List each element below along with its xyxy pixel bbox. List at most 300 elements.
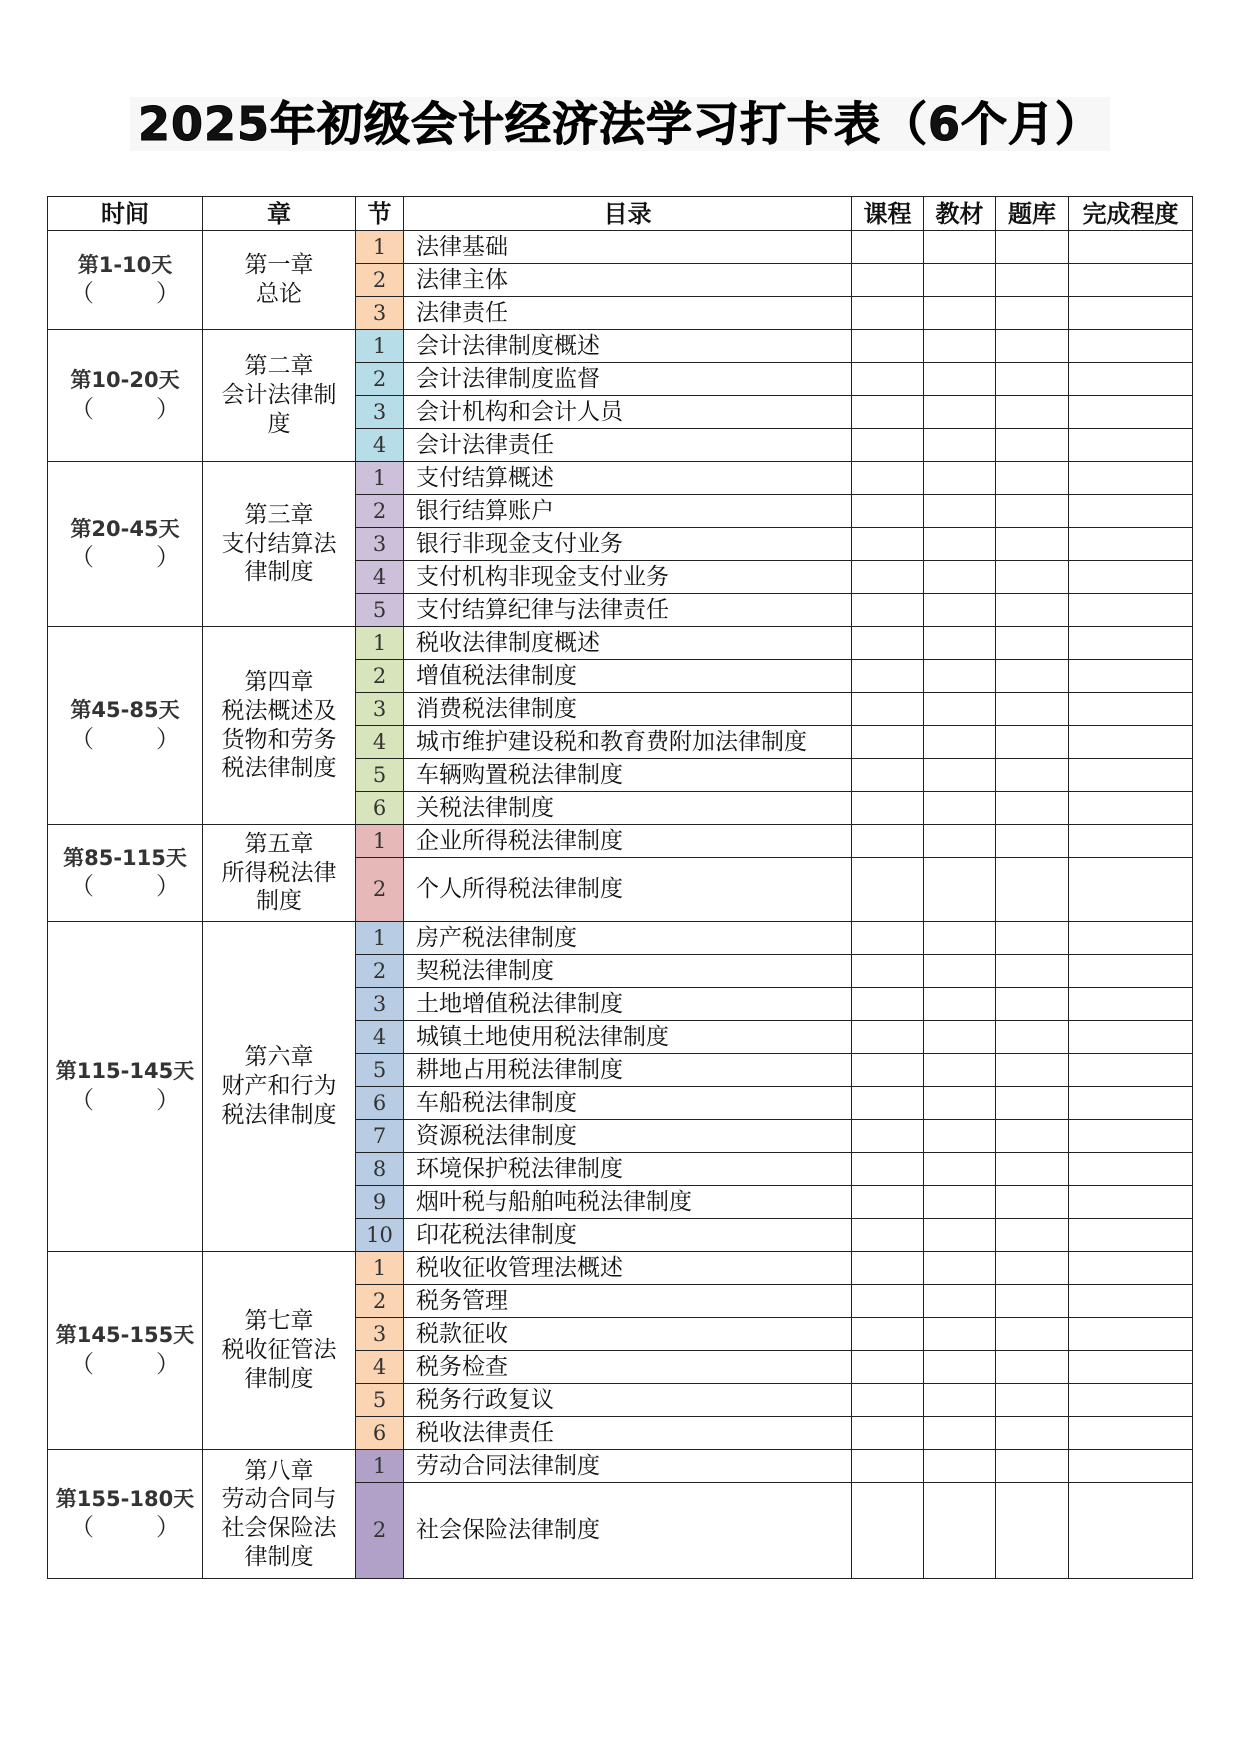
question-bank-check[interactable] <box>996 1450 1069 1483</box>
completion-check[interactable] <box>1069 1021 1193 1054</box>
section-title: 环境保护税法律制度 <box>404 1153 852 1186</box>
completion-check[interactable] <box>1069 495 1193 528</box>
paren-open: （ <box>70 279 94 308</box>
completion-check[interactable] <box>1069 1120 1193 1153</box>
completion-check[interactable] <box>1069 1318 1193 1351</box>
section-number: 6 <box>356 792 404 825</box>
question-bank-check[interactable] <box>996 1021 1069 1054</box>
question-bank-check[interactable] <box>996 495 1069 528</box>
time-range: 第20-45天 <box>70 516 180 541</box>
question-bank-check[interactable] <box>996 955 1069 988</box>
textbook-check[interactable] <box>924 922 996 955</box>
course-check[interactable] <box>852 561 924 594</box>
completion-check[interactable] <box>1069 1351 1193 1384</box>
paren-close: ） <box>156 724 180 753</box>
chapter-line: 财产和行为 <box>221 1073 337 1100</box>
section-title: 车辆购置税法律制度 <box>404 759 852 792</box>
section-title: 烟叶税与船舶吨税法律制度 <box>404 1186 852 1219</box>
section-number: 2 <box>356 955 404 988</box>
question-bank-check[interactable] <box>996 693 1069 726</box>
date-blank[interactable] <box>48 542 202 572</box>
table-row <box>48 1450 1193 1483</box>
textbook-check[interactable] <box>924 1120 996 1153</box>
section-title: 法律责任 <box>404 297 852 330</box>
time-cell <box>48 922 203 1252</box>
completion-check[interactable] <box>1069 660 1193 693</box>
textbook-check[interactable] <box>924 1219 996 1252</box>
completion-check[interactable] <box>1069 462 1193 495</box>
header-textbook: 教材 <box>924 197 996 231</box>
chapter-line: 第六章 <box>244 1044 314 1071</box>
time-cell <box>48 231 203 330</box>
question-bank-check[interactable] <box>996 1054 1069 1087</box>
chapter-line: 律制度 <box>244 1543 314 1570</box>
completion-check[interactable] <box>1069 1186 1193 1219</box>
section-number: 1 <box>356 1450 404 1483</box>
section-title: 法律基础 <box>404 231 852 264</box>
course-check[interactable] <box>852 1219 924 1252</box>
chapter-line: 税法概述及 <box>221 697 337 724</box>
completion-check[interactable] <box>1069 1384 1193 1417</box>
textbook-check[interactable] <box>924 1252 996 1285</box>
course-check[interactable] <box>852 495 924 528</box>
table-row <box>48 330 1193 363</box>
textbook-check[interactable] <box>924 594 996 627</box>
completion-check[interactable] <box>1069 1483 1193 1579</box>
section-number: 3 <box>356 693 404 726</box>
course-check[interactable] <box>852 231 924 264</box>
course-check[interactable] <box>852 330 924 363</box>
course-check[interactable] <box>852 363 924 396</box>
section-title: 资源税法律制度 <box>404 1120 852 1153</box>
course-check[interactable] <box>852 1450 924 1483</box>
section-title: 支付结算纪律与法律责任 <box>404 594 852 627</box>
date-blank[interactable] <box>48 1085 202 1115</box>
question-bank-check[interactable] <box>996 1285 1069 1318</box>
question-bank-check[interactable] <box>996 825 1069 858</box>
question-bank-check[interactable] <box>996 462 1069 495</box>
course-check[interactable] <box>852 396 924 429</box>
course-check[interactable] <box>852 1054 924 1087</box>
header-section: 节 <box>356 197 404 231</box>
chapter-cell <box>203 922 356 1252</box>
completion-check[interactable] <box>1069 726 1193 759</box>
completion-check[interactable] <box>1069 1450 1193 1483</box>
question-bank-check[interactable] <box>996 1087 1069 1120</box>
course-check[interactable] <box>852 759 924 792</box>
question-bank-check[interactable] <box>996 1417 1069 1450</box>
textbook-check[interactable] <box>924 429 996 462</box>
question-bank-check[interactable] <box>996 231 1069 264</box>
textbook-check[interactable] <box>924 955 996 988</box>
paren-open: （ <box>70 724 94 753</box>
question-bank-check[interactable] <box>996 1252 1069 1285</box>
paren-open: （ <box>70 543 94 572</box>
course-check[interactable] <box>852 726 924 759</box>
completion-check[interactable] <box>1069 429 1193 462</box>
section-title: 印花税法律制度 <box>404 1219 852 1252</box>
question-bank-check[interactable] <box>996 264 1069 297</box>
paren-open: （ <box>70 1349 94 1378</box>
course-check[interactable] <box>852 627 924 660</box>
paren-open: （ <box>70 1085 94 1114</box>
textbook-check[interactable] <box>924 627 996 660</box>
paren-close: ） <box>156 1085 180 1114</box>
completion-check[interactable] <box>1069 528 1193 561</box>
question-bank-check[interactable] <box>996 297 1069 330</box>
section-title: 税务管理 <box>404 1285 852 1318</box>
section-title: 土地增值税法律制度 <box>404 988 852 1021</box>
chapter-line: 第二章 <box>244 353 314 380</box>
chapter-line: 第一章 <box>244 252 314 279</box>
chapter-cell <box>203 231 356 330</box>
textbook-check[interactable] <box>924 495 996 528</box>
completion-check[interactable] <box>1069 594 1193 627</box>
textbook-check[interactable] <box>924 1450 996 1483</box>
completion-check[interactable] <box>1069 1417 1193 1450</box>
date-blank[interactable] <box>48 724 202 754</box>
header-chapter: 章 <box>203 197 356 231</box>
question-bank-check[interactable] <box>996 1153 1069 1186</box>
section-number: 5 <box>356 594 404 627</box>
section-number: 3 <box>356 988 404 1021</box>
textbook-check[interactable] <box>924 231 996 264</box>
chapter-line: 总论 <box>256 281 302 307</box>
section-title: 城市维护建设税和教育费附加法律制度 <box>404 726 852 759</box>
textbook-check[interactable] <box>924 396 996 429</box>
chapter-line: 第八章 <box>244 1457 314 1484</box>
section-title: 法律主体 <box>404 264 852 297</box>
chapter-cell <box>203 462 356 627</box>
completion-check[interactable] <box>1069 988 1193 1021</box>
header-row <box>48 197 1193 231</box>
paren-open: （ <box>70 872 94 901</box>
completion-check[interactable] <box>1069 627 1193 660</box>
textbook-check[interactable] <box>924 330 996 363</box>
section-title: 关税法律制度 <box>404 792 852 825</box>
section-number: 1 <box>356 922 404 955</box>
textbook-check[interactable] <box>924 858 996 922</box>
chapter-line: 制度 <box>256 888 302 915</box>
date-blank[interactable] <box>48 278 202 308</box>
textbook-check[interactable] <box>924 1483 996 1579</box>
question-bank-check[interactable] <box>996 330 1069 363</box>
completion-check[interactable] <box>1069 759 1193 792</box>
chapter-line: 社会保险法 <box>221 1515 337 1541</box>
textbook-check[interactable] <box>924 1153 996 1186</box>
section-number: 6 <box>356 1417 404 1450</box>
course-check[interactable] <box>852 1384 924 1417</box>
completion-check[interactable] <box>1069 955 1193 988</box>
question-bank-check[interactable] <box>996 1120 1069 1153</box>
header-course: 课程 <box>852 197 924 231</box>
question-bank-check[interactable] <box>996 396 1069 429</box>
section-number: 4 <box>356 1021 404 1054</box>
chapter-line: 第五章 <box>244 830 314 857</box>
question-bank-check[interactable] <box>996 594 1069 627</box>
textbook-check[interactable] <box>924 462 996 495</box>
completion-check[interactable] <box>1069 922 1193 955</box>
completion-check[interactable] <box>1069 1219 1193 1252</box>
textbook-check[interactable] <box>924 561 996 594</box>
question-bank-check[interactable] <box>996 792 1069 825</box>
paren-open: （ <box>70 394 94 423</box>
course-check[interactable] <box>852 1417 924 1450</box>
course-check[interactable] <box>852 792 924 825</box>
section-title: 耕地占用税法律制度 <box>404 1054 852 1087</box>
section-title: 银行结算账户 <box>404 495 852 528</box>
time-cell <box>48 1252 203 1450</box>
course-check[interactable] <box>852 1153 924 1186</box>
section-number: 1 <box>356 231 404 264</box>
completion-check[interactable] <box>1069 231 1193 264</box>
chapter-line: 第四章 <box>244 669 314 695</box>
chapter-cell <box>203 330 356 462</box>
question-bank-check[interactable] <box>996 922 1069 955</box>
section-number: 3 <box>356 396 404 429</box>
section-title: 契税法律制度 <box>404 955 852 988</box>
chapter-line: 货物和劳务 <box>221 726 337 753</box>
question-bank-check[interactable] <box>996 429 1069 462</box>
table-row <box>48 1252 1193 1285</box>
course-check[interactable] <box>852 462 924 495</box>
textbook-check[interactable] <box>924 693 996 726</box>
course-check[interactable] <box>852 264 924 297</box>
section-number: 9 <box>356 1186 404 1219</box>
time-cell <box>48 825 203 922</box>
completion-check[interactable] <box>1069 1054 1193 1087</box>
textbook-check[interactable] <box>924 1186 996 1219</box>
time-range: 第115-145天 <box>55 1059 195 1084</box>
course-check[interactable] <box>852 1021 924 1054</box>
textbook-check[interactable] <box>924 528 996 561</box>
textbook-check[interactable] <box>924 1021 996 1054</box>
course-check[interactable] <box>852 825 924 858</box>
section-title: 税务检查 <box>404 1351 852 1384</box>
paren-close: ） <box>156 872 180 901</box>
section-number: 5 <box>356 1384 404 1417</box>
course-check[interactable] <box>852 1318 924 1351</box>
section-title: 企业所得税法律制度 <box>404 825 852 858</box>
course-check[interactable] <box>852 858 924 922</box>
course-check[interactable] <box>852 1120 924 1153</box>
time-range: 第145-155天 <box>55 1323 195 1348</box>
textbook-check[interactable] <box>924 1054 996 1087</box>
textbook-check[interactable] <box>924 759 996 792</box>
course-check[interactable] <box>852 1252 924 1285</box>
chapter-line: 支付结算法 <box>221 530 337 557</box>
question-bank-check[interactable] <box>996 759 1069 792</box>
time-range: 第85-115天 <box>63 845 187 870</box>
section-title: 税收法律制度概述 <box>404 627 852 660</box>
course-check[interactable] <box>852 429 924 462</box>
header-question-bank: 题库 <box>996 197 1069 231</box>
question-bank-check[interactable] <box>996 627 1069 660</box>
section-number: 4 <box>356 1351 404 1384</box>
textbook-check[interactable] <box>924 988 996 1021</box>
textbook-check[interactable] <box>924 1087 996 1120</box>
completion-check[interactable] <box>1069 297 1193 330</box>
completion-check[interactable] <box>1069 363 1193 396</box>
paren-close: ） <box>156 1513 180 1542</box>
completion-check[interactable] <box>1069 396 1193 429</box>
question-bank-check[interactable] <box>996 1384 1069 1417</box>
course-check[interactable] <box>852 693 924 726</box>
header-completion: 完成程度 <box>1069 197 1193 231</box>
section-number: 1 <box>356 627 404 660</box>
question-bank-check[interactable] <box>996 363 1069 396</box>
textbook-check[interactable] <box>924 1285 996 1318</box>
table-row <box>48 231 1193 264</box>
textbook-check[interactable] <box>924 1318 996 1351</box>
chapter-line: 会计法律制 <box>221 382 337 409</box>
section-number: 2 <box>356 363 404 396</box>
question-bank-check[interactable] <box>996 1219 1069 1252</box>
section-title: 支付机构非现金支付业务 <box>404 561 852 594</box>
completion-check[interactable] <box>1069 825 1193 858</box>
section-title: 银行非现金支付业务 <box>404 528 852 561</box>
section-title: 会计法律制度概述 <box>404 330 852 363</box>
section-number: 2 <box>356 660 404 693</box>
section-number: 6 <box>356 1087 404 1120</box>
question-bank-check[interactable] <box>996 561 1069 594</box>
table-row <box>48 825 1193 858</box>
time-cell <box>48 330 203 462</box>
completion-check[interactable] <box>1069 693 1193 726</box>
question-bank-check[interactable] <box>996 1351 1069 1384</box>
time-range: 第45-85天 <box>70 698 180 723</box>
section-title: 会计法律制度监督 <box>404 363 852 396</box>
section-title: 税款征收 <box>404 1318 852 1351</box>
section-number: 1 <box>356 1252 404 1285</box>
paren-open: （ <box>70 1513 94 1542</box>
course-check[interactable] <box>852 1351 924 1384</box>
section-number: 10 <box>356 1219 404 1252</box>
section-number: 2 <box>356 858 404 922</box>
section-title: 税务行政复议 <box>404 1384 852 1417</box>
table-row <box>48 462 1193 495</box>
course-check[interactable] <box>852 660 924 693</box>
completion-check[interactable] <box>1069 858 1193 922</box>
date-blank[interactable] <box>48 871 202 901</box>
chapter-line: 律制度 <box>244 559 314 586</box>
section-title: 房产税法律制度 <box>404 922 852 955</box>
course-check[interactable] <box>852 1285 924 1318</box>
textbook-check[interactable] <box>924 297 996 330</box>
section-number: 2 <box>356 495 404 528</box>
section-number: 5 <box>356 759 404 792</box>
textbook-check[interactable] <box>924 264 996 297</box>
course-check[interactable] <box>852 1087 924 1120</box>
chapter-cell <box>203 627 356 825</box>
time-cell <box>48 462 203 627</box>
section-number: 2 <box>356 1483 404 1579</box>
time-range: 第155-180天 <box>55 1486 195 1511</box>
section-title: 会计机构和会计人员 <box>404 396 852 429</box>
completion-check[interactable] <box>1069 1252 1193 1285</box>
completion-check[interactable] <box>1069 330 1193 363</box>
textbook-check[interactable] <box>924 792 996 825</box>
section-number: 8 <box>356 1153 404 1186</box>
completion-check[interactable] <box>1069 1153 1193 1186</box>
question-bank-check[interactable] <box>996 988 1069 1021</box>
date-blank[interactable] <box>48 1512 202 1542</box>
course-check[interactable] <box>852 955 924 988</box>
course-check[interactable] <box>852 1186 924 1219</box>
study-checkin-table <box>47 196 1193 1579</box>
section-title: 个人所得税法律制度 <box>404 858 852 922</box>
question-bank-check[interactable] <box>996 1186 1069 1219</box>
section-number: 1 <box>356 825 404 858</box>
course-check[interactable] <box>852 922 924 955</box>
date-blank[interactable] <box>48 394 202 424</box>
section-title: 劳动合同法律制度 <box>404 1450 852 1483</box>
course-check[interactable] <box>852 297 924 330</box>
question-bank-check[interactable] <box>996 660 1069 693</box>
header-time: 时间 <box>48 197 203 231</box>
section-title: 增值税法律制度 <box>404 660 852 693</box>
chapter-line: 律制度 <box>244 1365 314 1392</box>
time-range: 第10-20天 <box>70 368 180 393</box>
question-bank-check[interactable] <box>996 1318 1069 1351</box>
completion-check[interactable] <box>1069 1285 1193 1318</box>
textbook-check[interactable] <box>924 660 996 693</box>
section-number: 2 <box>356 1285 404 1318</box>
completion-check[interactable] <box>1069 264 1193 297</box>
question-bank-check[interactable] <box>996 528 1069 561</box>
section-number: 4 <box>356 429 404 462</box>
time-cell <box>48 627 203 825</box>
section-title: 社会保险法律制度 <box>404 1483 852 1579</box>
textbook-check[interactable] <box>924 1384 996 1417</box>
section-number: 7 <box>356 1120 404 1153</box>
question-bank-check[interactable] <box>996 858 1069 922</box>
textbook-check[interactable] <box>924 825 996 858</box>
course-check[interactable] <box>852 528 924 561</box>
course-check[interactable] <box>852 594 924 627</box>
textbook-check[interactable] <box>924 1351 996 1384</box>
page-title: 2025年初级会计经济法学习打卡表（6个月） <box>0 88 1240 154</box>
textbook-check[interactable] <box>924 1417 996 1450</box>
section-number: 3 <box>356 528 404 561</box>
completion-check[interactable] <box>1069 1087 1193 1120</box>
textbook-check[interactable] <box>924 363 996 396</box>
chapter-line: 劳动合同与 <box>221 1486 337 1513</box>
completion-check[interactable] <box>1069 792 1193 825</box>
chapter-line: 税收征管法 <box>221 1337 337 1364</box>
course-check[interactable] <box>852 988 924 1021</box>
section-title: 税收法律责任 <box>404 1417 852 1450</box>
section-title: 城镇土地使用税法律制度 <box>404 1021 852 1054</box>
question-bank-check[interactable] <box>996 1483 1069 1579</box>
course-check[interactable] <box>852 1483 924 1579</box>
paren-close: ） <box>156 1349 180 1378</box>
date-blank[interactable] <box>48 1349 202 1379</box>
section-number: 5 <box>356 1054 404 1087</box>
section-title: 车船税法律制度 <box>404 1087 852 1120</box>
chapter-line: 第三章 <box>244 501 314 528</box>
chapter-cell <box>203 825 356 922</box>
section-title: 支付结算概述 <box>404 462 852 495</box>
section-number: 1 <box>356 330 404 363</box>
textbook-check[interactable] <box>924 726 996 759</box>
time-range: 第1-10天 <box>77 252 173 277</box>
completion-check[interactable] <box>1069 561 1193 594</box>
paren-close: ） <box>156 543 180 572</box>
question-bank-check[interactable] <box>996 726 1069 759</box>
section-number: 4 <box>356 561 404 594</box>
section-title: 会计法律责任 <box>404 429 852 462</box>
